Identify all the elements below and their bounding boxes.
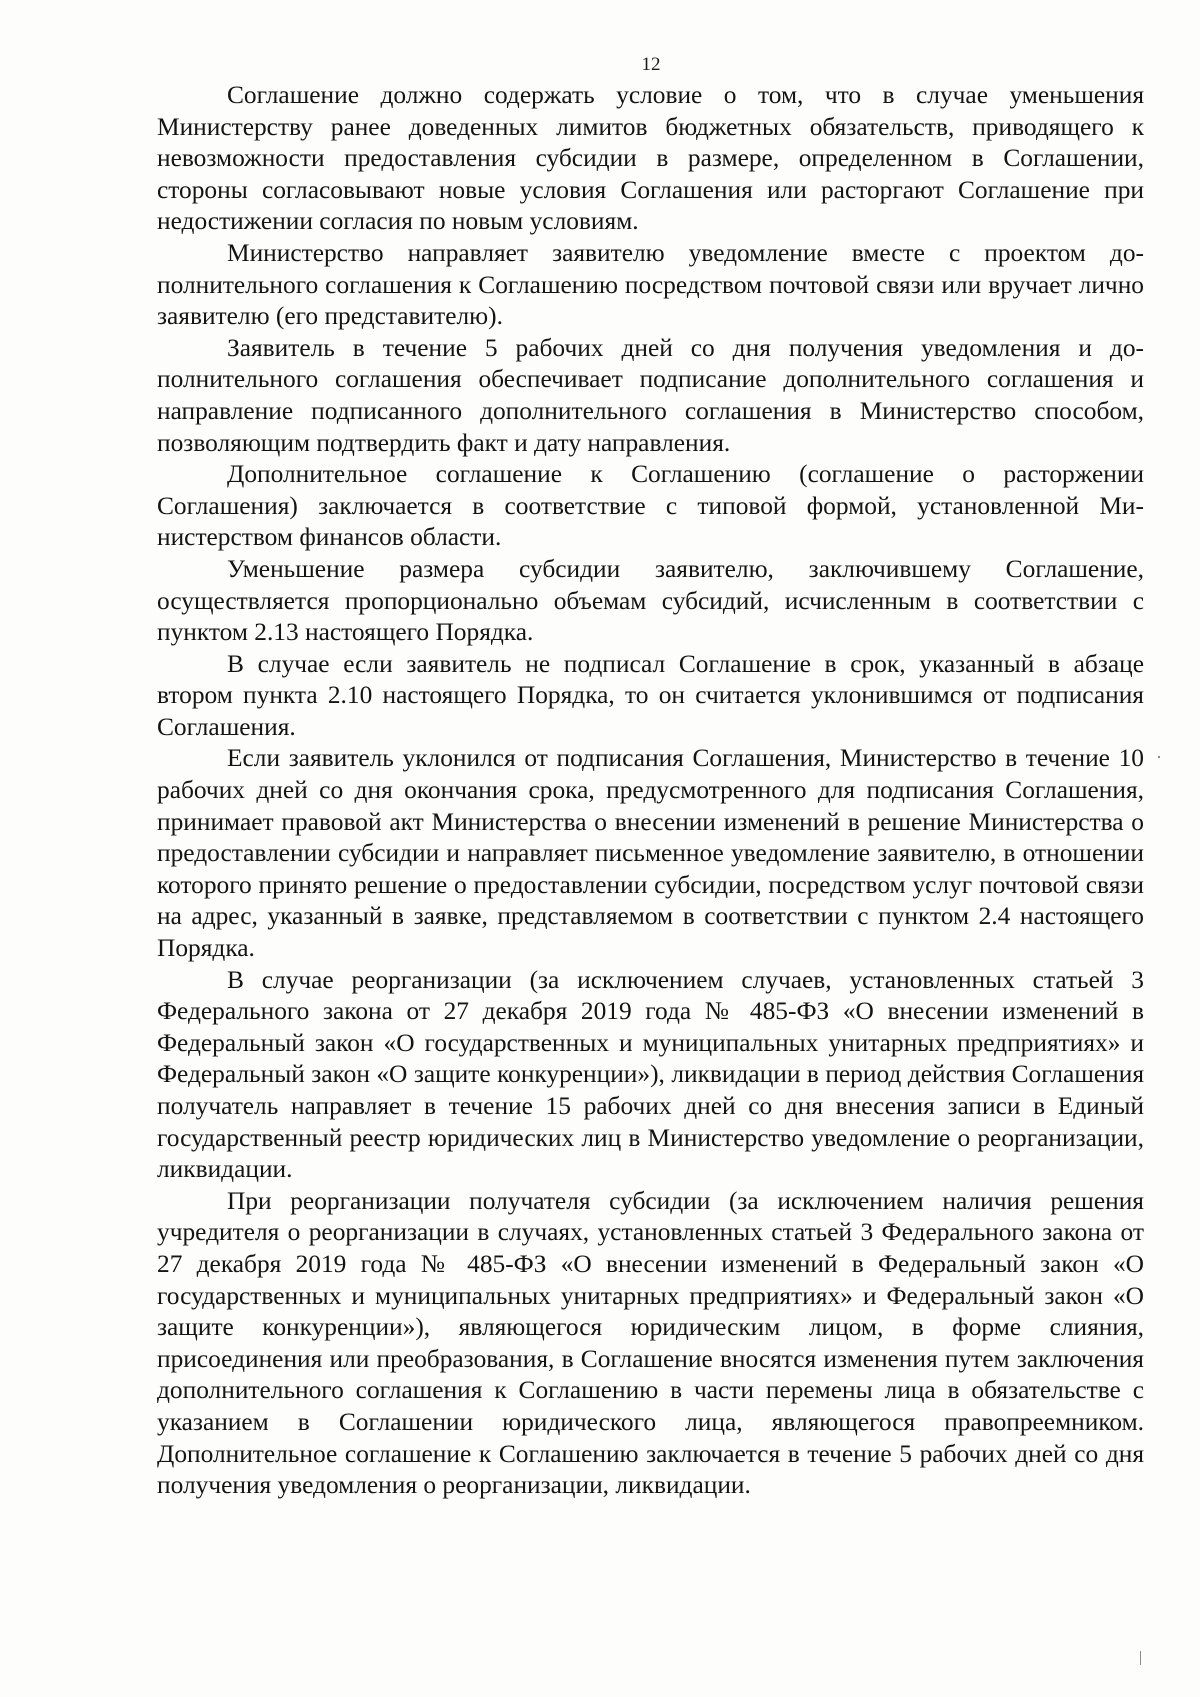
page-number: 12 [641, 54, 661, 75]
paragraph: Министерство направляет заявителю уведомление вместе с проектом дополнительного соглашения к Соглашению посредством почтовой связи или вручает лично заявителю (его представителю). [157, 238, 1144, 331]
paragraph: При реорганизации получателя субсидии (за исключением наличия решения учредителя о реорганизации в случаях, установленных статьей 3 Федерального закона от 27 декабря 2019 года № 485-ФЗ «О внесении изменений в Федеральный закон «О государственных и муниципальных унитарных предприятиях» и Федеральный закон «О защите конкуренции»), являющегося юридическим лицом, в форме слияния, присоединения или преобразования, в Соглашение вносятся изменения путем заключения дополнительного соглашения к Соглашению в части перемены лица в обязательстве с указанием в Соглашении юридического лица, являющегося правопреемником. Дополнительное соглашение к Соглашению заключается в течение 5 рабочих дней со дня получения уведомления о реорганизации, ликвидации. [157, 1186, 1144, 1500]
document-body [157, 80, 1144, 1502]
paragraph: Соглашение должно содержать условие о том, что в случае уменьшения Министерству ранее доведенных лимитов бюджетных обязательств, приводящего к невозможности предоставления субсидии в размере, определенном в Соглашении, стороны согласовывают новые условия Соглашения или расторгают Соглашение при недостижении согласия по новым условиям. [157, 81, 1144, 236]
paragraph: В случае если заявитель не подписал Соглашение в срок, указанный в абзаце втором пункта 2.10 настоящего Порядка, то он считается уклонившимся от подписания Соглашения. [157, 649, 1144, 741]
scan-artifact [1158, 756, 1160, 758]
paragraph: В случае реорганизации (за исключением случаев, установленных статьей 3 Федерального закона от 27 декабря 2019 года № 485-ФЗ «О внесении изменений в Федеральный закон «О государственных и муниципальных унитарных предприятиях» и Федеральный закон «О защите конкуренции»), ликвидации в период действия Соглашения получатель направляет в течение 15 рабочих дней со дня внесения записи в Единый государственный реестр юридических лиц в Министерство уведомление о реорганизации, ликвидации. [157, 965, 1144, 1184]
scan-artifact [1140, 1651, 1141, 1665]
paragraph: Заявитель в течение 5 рабочих дней со дня получения уведомления и дополнительного соглашения обеспечивает подписание дополнительного соглашения и направление подписанного дополнительного соглашения в Министерство способом, позволяющим подтвердить факт и дату направления. [157, 333, 1144, 457]
paragraph: Дополнительное соглашение к Соглашению (соглашение о расторжении Соглашения) заключается в соответствие с типовой формой, установленной Министерством финансов области. [157, 460, 1144, 552]
paragraph: Если заявитель уклонился от подписания Соглашения, Министерство в течение 10 рабочих дней со дня окончания срока, предусмотренного для подписания Соглашения, принимает правовой акт Министерства о внесении изменений в решение Министерства о предоставлении субсидии и направляет письменное уведомление заявителю, в отношении которого принято решение о предоставлении субсидии, посредством услуг почтовой связи на адрес, указанный в заявке, представляемом в соответствии с пунктом 2.4 настоящего Порядка. [157, 744, 1144, 963]
paragraph: Уменьшение размера субсидии заявителю, заключившему Соглашение, осуществляется пропорционально объемам субсидий, исчисленным в соответствии с пунктом 2.13 настоящего Порядка. [157, 554, 1144, 647]
